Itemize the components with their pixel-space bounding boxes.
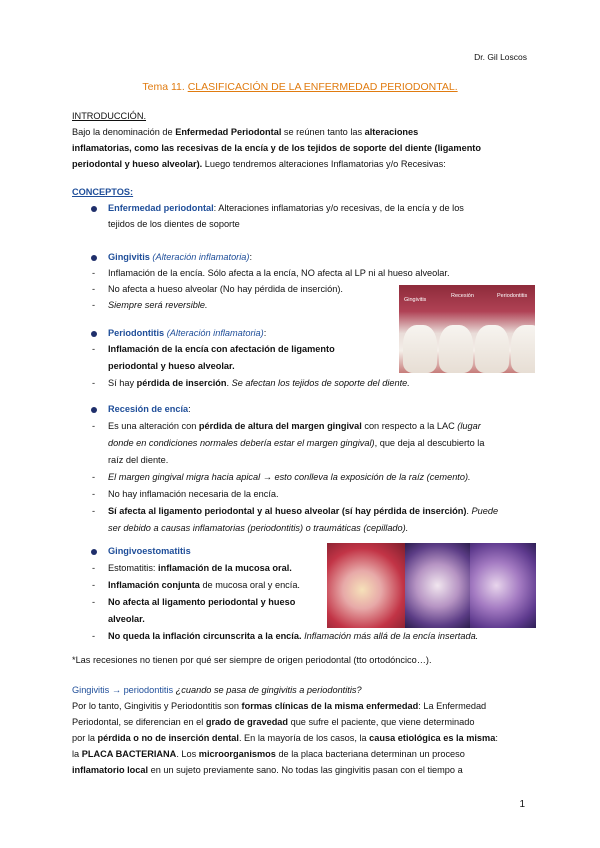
recession-note-seg-0: *Las recesiones no tienen por qué ser siempre de origen periodontal (tto ortodóncico…). (72, 655, 432, 665)
gingivitis-item-1 (108, 284, 343, 294)
transition-line-1-seg-1: grado de gravedad (205, 717, 289, 727)
gingivoestomatitis-item-4-seg-0: No queda la inflación circunscrita a la encía. (108, 631, 302, 641)
author-header: Dr. Gil Loscos (474, 52, 527, 62)
page-title (0, 81, 600, 93)
transition-line-3-seg-1: PLACA BACTERIANA (81, 749, 177, 759)
recesion-item-6 (108, 523, 408, 533)
gingivitis-item-0 (108, 268, 450, 278)
transition-line-3-seg-4: de la placa bacteriana determinan un proceso (275, 749, 465, 759)
stomatitis-photo-2 (405, 543, 470, 628)
periodontitis-head-seg-1: (Alteración inflamatoria) (164, 328, 264, 338)
intro-line-2-seg-0: periodontal y hueso alveolar). (72, 159, 203, 169)
gingivoestomatitis-head (108, 546, 191, 556)
gingivoestomatitis-item-0-seg-1: inflamación de la mucosa oral. (158, 563, 292, 573)
transition-line-2-seg-0: por la (72, 733, 98, 743)
gingivitis-head (108, 252, 252, 262)
intro-line-2 (72, 159, 446, 169)
transition-line-3-seg-2: . Los (176, 749, 199, 759)
periodontitis-item-0 (108, 344, 335, 354)
periodontitis-item-0-seg-0: Inflamación de la encía con afectación de ligamento (108, 344, 335, 354)
periodontitis-head-seg-2: : (263, 328, 267, 338)
intro-line-0-seg-1: Enfermedad Periodontal (175, 127, 282, 137)
dash-recesion-4: - (92, 489, 96, 499)
enfermedad-line-0-seg-1: : Alteraciones inflamatorias y/o recesivas, de la encía y de los (213, 203, 464, 213)
recesion-item-0-seg-1: pérdida de altura del margen gingival (198, 421, 362, 431)
recesion-item-0-seg-2: con respecto a la LAC (361, 421, 458, 431)
recesion-head-seg-0: Recesión de encía (108, 404, 189, 414)
transition-line-0 (72, 701, 486, 711)
gingivoestomatitis-head-seg-0: Gingivoestomatitis (108, 546, 191, 556)
gingivoestomatitis-item-2 (108, 597, 295, 607)
bullet-gingivitis (91, 255, 97, 261)
dash-recesion-3: - (92, 472, 96, 482)
transition-line-4 (72, 765, 463, 775)
periodontitis-head-seg-0: Periodontitis (108, 328, 165, 338)
intro-line-1-seg-0: inflamatorias, como las recesivas de la encía y de los tejidos de soporte del diente (ligamento (72, 143, 481, 153)
transition-line-2-seg-1: pérdida o no de inserción dental (97, 733, 239, 743)
dash-gingivitis-0: - (92, 268, 96, 278)
transition-line-3-seg-3: microorganismos (198, 749, 276, 759)
page-number: 1 (519, 799, 525, 810)
periodontitis-item-2-seg-0: Sí hay (108, 378, 137, 388)
enfermedad-line-1 (108, 219, 240, 229)
transition-line-3-seg-0: la (72, 749, 82, 759)
bullet-gingivoestomatitis (91, 549, 97, 555)
gingivoestomatitis-item-1 (108, 580, 300, 590)
transition-line-2-seg-2: . En la mayoría de los casos, la (238, 733, 370, 743)
gingivoestomatitis-item-0 (108, 563, 292, 573)
bullet-periodontitis (91, 331, 97, 337)
enfermedad-line-0-seg-0: Enfermedad periodontal (108, 203, 214, 213)
title-main: CLASIFICACIÓN DE LA ENFERMEDAD PERIODONTAL. (187, 81, 458, 93)
transition-line-1-seg-2: que sufre el paciente, que viene determinado (288, 717, 475, 727)
stomatitis-photo-1 (327, 543, 405, 628)
transition-line-4-seg-0: inflamatorio local (72, 765, 149, 775)
transition-line-4-seg-1: en un sujeto previamente sano. No todas las gingivitis pasan con el tiempo a (148, 765, 463, 775)
recesion-item-2-seg-0: raíz del diente. (108, 455, 169, 465)
recesion-item-0 (108, 421, 481, 431)
gingivoestomatitis-item-1-seg-1: de mucosa oral y encía. (199, 580, 300, 590)
transition-line-2 (72, 733, 498, 743)
dash-periodontitis-2: - (92, 378, 96, 388)
gingivoestomatitis-item-2-seg-0: No afecta al ligamento periodontal y hueso (108, 597, 296, 607)
dash-gingivoestomatitis-2: - (92, 597, 96, 607)
recesion-head (108, 404, 191, 414)
gingivoestomatitis-item-3-seg-0: alveolar. (108, 614, 145, 624)
gingivitis-item-2 (108, 300, 208, 310)
recession-note (72, 655, 432, 665)
intro-line-0-seg-2: se reúnen tanto las (281, 127, 365, 137)
recesion-item-5 (108, 506, 498, 516)
dash-gingivitis-1: - (92, 284, 96, 294)
recesion-item-4-seg-0: No hay inflamación necesaria de la encía. (108, 489, 279, 499)
periodontitis-item-2-seg-2: . (226, 378, 232, 388)
intro-line-0-seg-0: Bajo la denominación de (72, 127, 176, 137)
periodontitis-item-2 (108, 378, 410, 388)
recesion-item-6-seg-0: ser debido a causas inflamatorias (periodontitis) o traumáticas (cepillado). (108, 523, 409, 533)
photo-label-gingivitis: Gingivitis (404, 297, 427, 303)
gingivoestomatitis-item-0-seg-0: Estomatitis: (108, 563, 159, 573)
recesion-item-3-seg-0: El margen gingival migra hacia apical → esto conlleva la exposición de la raíz (cemento). (108, 472, 471, 482)
photo-label-recesion: Recesión (451, 293, 474, 299)
intro-line-0-seg-3: alteraciones (364, 127, 419, 137)
transition-line-2-seg-4: : (495, 733, 498, 743)
dash-gingivoestomatitis-1: - (92, 580, 96, 590)
recesion-item-0-seg-3: (lugar (457, 421, 481, 431)
intro-line-2-seg-1: Luego tendremos alteraciones Inflamatorias y/o Recesivas: (202, 159, 446, 169)
periodontitis-item-1 (108, 361, 235, 371)
transition-line-1 (72, 717, 474, 727)
gingivitis-item-0-seg-0: Inflamación de la encía. Sólo afecta a la encía, NO afecta al LP ni al hueso alveolar. (108, 268, 450, 278)
gingivitis-head-seg-0: Gingivitis (108, 252, 150, 262)
dash-periodontitis-0: - (92, 344, 96, 354)
periodontitis-item-1-seg-0: periodontal y hueso alveolar. (108, 361, 235, 371)
intro-heading: INTRODUCCIÓN. (72, 111, 147, 121)
dash-recesion-0: - (92, 421, 96, 431)
gingivoestomatitis-item-1-seg-0: Inflamación conjunta (108, 580, 200, 590)
dash-gingivoestomatitis-0: - (92, 563, 96, 573)
dash-gingivoestomatitis-4: - (92, 631, 96, 641)
gingivitis-head-seg-1: (Alteración inflamatoria) (149, 252, 250, 262)
transition-line-0-seg-1: formas clínicas de la misma enfermedad (241, 701, 419, 711)
bullet-enfermedad (91, 206, 97, 212)
transition-line-3 (72, 749, 465, 759)
photo-label-periodontitis: Periodontitis (497, 293, 528, 299)
dash-gingivitis-2: - (92, 300, 96, 310)
transition-line-1-seg-0: Periodontal, se diferencian en el (72, 717, 206, 727)
transition-heading (72, 685, 362, 695)
gingivitis-head-seg-2: : (249, 252, 253, 262)
conceptos-heading: CONCEPTOS: (72, 187, 134, 197)
bullet-recesion (91, 407, 97, 413)
dash-recesion-5: - (92, 506, 96, 516)
gingivitis-item-2-seg-0: Siempre será reversible. (108, 300, 208, 310)
transition-line-0-seg-0: Por lo tanto, Gingivitis y Periodontitis son (72, 701, 242, 711)
transition-line-2-seg-3: causa etiológica es la misma (369, 733, 496, 743)
stomatitis-photo-3 (470, 543, 536, 628)
gingivoestomatitis-item-3 (108, 614, 145, 624)
intro-line-0 (72, 127, 418, 137)
transition-heading-seg-0: Gingivitis → periodontitis (72, 685, 174, 695)
recesion-item-5-seg-0: Sí afecta al ligamento periodontal y al hueso alveolar (sí hay pérdida de inserción) (108, 506, 467, 516)
recesion-item-1-seg-0: donde en condiciones normales debería estar el margen gingival) (108, 438, 375, 448)
intro-line-1 (72, 143, 481, 153)
recesion-item-1 (108, 438, 484, 448)
recesion-head-seg-1: : (188, 404, 191, 414)
enfermedad-line-1-seg-0: tejidos de los dientes de soporte (108, 219, 240, 229)
gingivoestomatitis-item-4-seg-2: Inflamación más allá de la encía insertada. (304, 631, 479, 641)
recesion-item-3 (108, 472, 471, 482)
transition-heading-seg-1: ¿cuando se pasa de gingivitis a periodontitis? (173, 685, 362, 695)
recesion-item-0-seg-0: Es una alteración con (108, 421, 199, 431)
periodontitis-item-2-seg-1: pérdida de inserción (136, 378, 227, 388)
recesion-item-4 (108, 489, 279, 499)
gingivoestomatitis-item-4 (108, 631, 478, 641)
title-prefix: Tema 11. (142, 81, 188, 93)
recesion-item-2 (108, 455, 168, 465)
recesion-item-5-seg-2: Puede (471, 506, 499, 516)
enfermedad-line-0 (108, 203, 464, 213)
gum-disease-photo (399, 285, 535, 373)
transition-line-0-seg-2: : La Enfermedad (418, 701, 487, 711)
gingivitis-item-1-seg-0: No afecta a hueso alveolar (No hay pérdida de inserción). (108, 284, 343, 294)
recesion-item-5-seg-1: . (466, 506, 472, 516)
periodontitis-head (108, 328, 266, 338)
periodontitis-item-2-seg-3: Se afectan los tejidos de soporte del diente. (231, 378, 410, 388)
recesion-item-1-seg-1: , que deja al descubierto la (374, 438, 485, 448)
